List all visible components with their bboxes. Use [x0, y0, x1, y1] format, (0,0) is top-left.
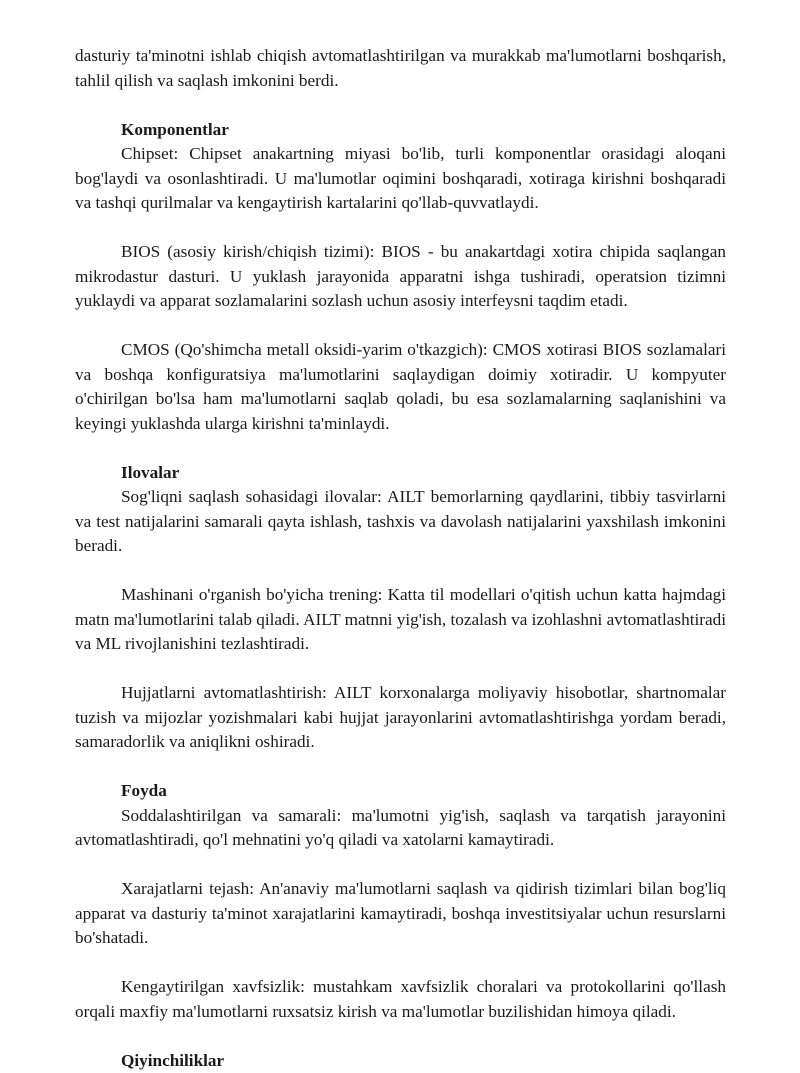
section-heading: Qiyinchiliklar	[75, 1049, 726, 1073]
section-foyda	[75, 779, 726, 1024]
section-heading: Ilovalar	[75, 461, 726, 486]
paragraph-healthcare: Sog'liqni saqlash sohasidagi ilovalar: AILT bemorlarning qaydlarini, tibbiy tasvirlarni va test natijalarini samarali qayta ishlash, tashxis va davolash natijalarini yaxshilash imkonini beradi.	[75, 485, 726, 559]
paragraph-cost-saving: Xarajatlarni tejash: An'anaviy ma'lumotlarni saqlash va qidirish tizimlari bilan bog'liq apparat va dasturiy ta'minot xarajatlarini kamaytiradi, boshqa investitsiyalar uchun resurslarni bo'shatadi.	[75, 877, 726, 951]
section-heading: Komponentlar	[75, 118, 726, 143]
section-qiyinchiliklar	[75, 1049, 726, 1073]
paragraph-cmos: CMOS (Qo'shimcha metall oksidi-yarim o'tkazgich): CMOS xotirasi BIOS sozlamalari va boshqa konfiguratsiya ma'lumotlarini saqlaydigan doimiy xotiradir. U kompyuter o'chirilgan bo'lsa ham ma'lumotlarni saqlab qoladi, bu esa sozlamalarning saqlanishini va keyingi yuklashda ularga kirishni ta'minlaydi.	[75, 338, 726, 436]
paragraph-chipset: Chipset: Chipset anakartning miyasi bo'lib, turli komponentlar orasidagi aloqani bog'laydi va osonlashtiradi. U ma'lumotlar oqimini boshqaradi, xotiraga kirishni boshqaradi va tashqi qurilmalar va kengaytirish kartalarini qo'llab-quvvatlaydi.	[75, 142, 726, 216]
paragraph-efficiency: Soddalashtirilgan va samarali: ma'lumotni yig'ish, saqlash va tarqatish jarayonini avtomatlashtiradi, qo'l mehnatini yo'q qiladi va xatolarni kamaytiradi.	[75, 804, 726, 853]
paragraph-bios: BIOS (asosiy kirish/chiqish tizimi): BIOS - bu anakartdagi xotira chipida saqlangan mikrodastur dasturi. U yuklash jarayonida apparatni ishga tushiradi, operatsion tizimni yuklaydi va apparat sozlamalarini sozlash uchun asosiy interfeysni taqdim etadi.	[75, 240, 726, 314]
paragraph-security: Kengaytirilgan xavfsizlik: mustahkam xavfsizlik choralari va protokollarini qo'llash orqali maxfiy ma'lumotlarni ruxsatsiz kirish va ma'lumotlar buzilishidan himoya qiladi.	[75, 975, 726, 1024]
paragraph-document-automation: Hujjatlarni avtomatlashtirish: AILT korxonalarga moliyaviy hisobotlar, shartnomalar tuzish va mijozlar yozishmalari kabi hujjat jarayonlarini avtomatlashtirishga yordam beradi, samaradorlik va aniqlikni oshiradi.	[75, 681, 726, 755]
section-komponentlar	[75, 118, 726, 437]
paragraph-ml-training: Mashinani o'rganish bo'yicha trening: Katta til modellari o'qitish uchun katta hajmdagi matn ma'lumotlarini talab qiladi. AILT matnni yig'ish, tozalash va izohlashni avtomatlashtiradi va ML rivojlanishini tezlashtiradi.	[75, 583, 726, 657]
document-page	[75, 44, 726, 1073]
section-ilovalar	[75, 461, 726, 755]
section-heading: Foyda	[75, 779, 726, 804]
intro-paragraph: dasturiy ta'minotni ishlab chiqish avtomatlashtirilgan va murakkab ma'lumotlarni boshqarish, tahlil qilish va saqlash imkonini berdi.	[75, 44, 726, 93]
